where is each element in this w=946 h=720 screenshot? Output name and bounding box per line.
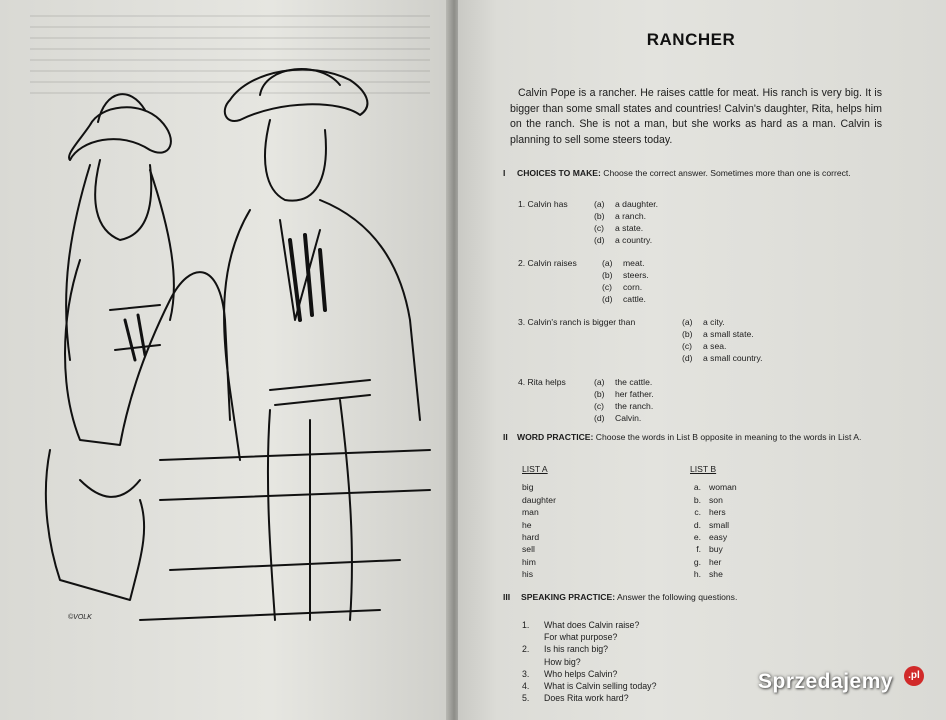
watermark-text: Sprzedajemy [758,670,894,693]
list-a-item: his [522,569,533,580]
list-b-item: g. her [693,556,722,567]
option: (a) a city. [682,317,725,327]
option: (a) a daughter. [594,199,659,209]
list-a-item: sell [522,544,535,555]
list-a-item: big [522,482,534,493]
question-stem: 4. Rita helps [518,377,566,387]
section-1-heading: I CHOICES TO MAKE: Choose the correct answer. Sometimes more than one is correct. [503,168,851,178]
question-2 [518,257,649,305]
list-a-item: he [522,519,532,530]
option: (c) corn. [602,282,643,292]
list-b-item: h. she [693,569,723,580]
list-b-item: b. son [693,494,723,505]
section-3-heading: III SPEAKING PRACTICE: Answer the following questions. [503,592,738,602]
list-b-item: c. hers [694,507,726,518]
speaking-questions [522,619,656,704]
speaking-question: 4. What is Calvin selling today? [522,681,657,692]
list-b-item: a. woman [693,482,737,493]
list-a-item: hard [522,532,540,543]
option: (b) her father. [594,389,654,399]
option: (d) cattle. [602,294,646,304]
question-stem: 3. Calvin's ranch is bigger than [518,317,636,327]
speaking-question: 5. Does Rita work hard? [522,693,629,704]
option: (a) meat. [602,258,645,268]
list-a-item: man [522,507,539,518]
option: (c) a state. [594,223,644,233]
list-a-item: daughter [522,494,556,505]
left-page [0,0,452,720]
list-b-title: LIST B [690,464,717,474]
section-2-heading: II WORD PRACTICE: Choose the words in List B opposite in meaning to the words in List A. [503,432,862,442]
option: (c) a sea. [682,341,727,351]
list-b-item: f. buy [696,544,723,555]
list-a-item: him [522,556,536,567]
section-2-instruction: Choose the words in List B opposite in meaning to the words in List A. [595,432,862,442]
speaking-question: 1. What does Calvin raise? [522,620,640,630]
speaking-question: 3. Who helps Calvin? [522,668,618,679]
list-a [522,463,556,581]
cowboy-cowgirl-illustration [20,60,440,640]
artist-signature: ©VOLK [68,614,92,621]
option: (d) a country. [594,235,653,245]
speaking-question: For what purpose? [544,632,618,643]
speaking-question: 2. Is his ranch big? [522,644,609,655]
list-b [690,463,737,581]
section-3-label: SPEAKING PRACTICE: [521,592,616,602]
watermark-badge: .pl [904,666,924,686]
question-stem: 2. Calvin raises [518,258,577,268]
speaking-question: How big? [544,656,581,667]
section-2-label: WORD PRACTICE: [517,432,594,442]
option: (b) a ranch. [594,211,647,221]
option: (d) a small country. [682,353,763,363]
option: (b) a small state. [682,329,754,339]
intro-paragraph: Calvin Pope is a rancher. He raises cattle for meat. His ranch is very big. It is bigger than some small states and countries! Calvin's daughter, Rita, helps him on the ranch. She is not a man, but she works as hard as a man. Calvin is planning to sell some steers today. [510,87,882,146]
section-3-instruction: Answer the following questions. [616,592,738,602]
option: (d) Calvin. [594,413,642,423]
page-title: RANCHER [646,30,736,49]
question-stem: 1. Calvin has [518,199,568,209]
list-b-item: e. easy [693,532,728,543]
option: (c) the ranch. [594,401,654,411]
option: (b) steers. [602,270,649,280]
question-4 [518,376,654,424]
section-1-label: CHOICES TO MAKE: [517,168,601,178]
question-3 [518,316,763,364]
list-b-item: d. small [693,519,730,530]
option: (a) the cattle. [594,377,653,387]
question-1 [518,198,658,246]
list-a-title: LIST A [522,464,548,474]
section-1-instruction: Choose the correct answer. Sometimes more than one is correct. [603,168,851,178]
